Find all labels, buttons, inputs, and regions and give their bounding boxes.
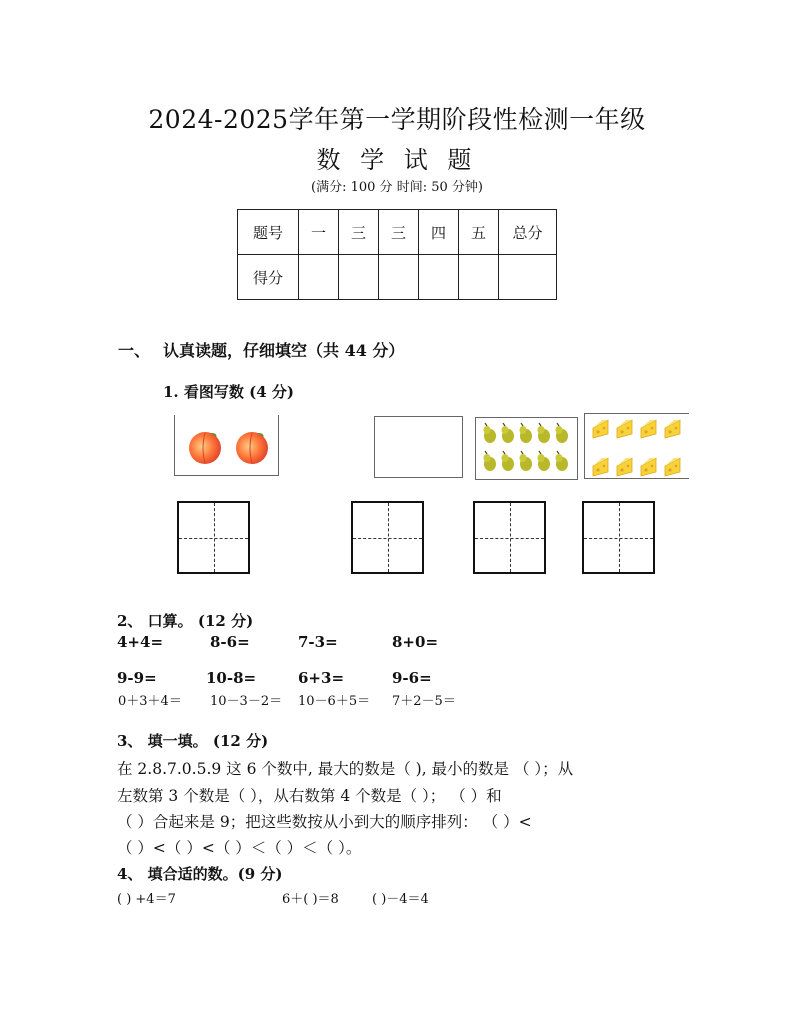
pear-icon	[476, 418, 577, 479]
score-table-header-row	[238, 210, 557, 255]
score-header-cell: 总分	[499, 210, 557, 255]
pear-icon	[538, 423, 551, 443]
question1-heading: 1. 看图写数 (4 分)	[163, 383, 294, 401]
score-header-cell: 题号	[238, 210, 299, 255]
calc-item: 7＋2－5＝	[392, 694, 456, 709]
question4-heading: 4、 填合适的数。(9 分)	[117, 865, 283, 883]
calc-item: 10－6＋5＝	[298, 694, 371, 709]
cheese-icon	[665, 458, 680, 476]
calc-item: 8-6=	[210, 633, 250, 651]
exam-subtitle: 数 学 试 题	[316, 146, 478, 174]
calc-item: 8+0=	[392, 633, 439, 651]
score-header-cell: 三	[379, 210, 419, 255]
cheese-icon	[665, 420, 680, 438]
pear-icon	[502, 423, 515, 443]
writing-grid[interactable]	[582, 501, 655, 574]
pear-icon	[538, 451, 551, 471]
score-cell[interactable]	[459, 255, 499, 300]
pear-icon	[556, 423, 569, 443]
picture-box-empty	[374, 416, 463, 478]
score-header-cell: 三	[339, 210, 379, 255]
cheese-icon	[593, 420, 608, 438]
score-header-cell: 五	[459, 210, 499, 255]
writing-grid[interactable]	[473, 501, 546, 574]
score-cell[interactable]	[339, 255, 379, 300]
question3-line: （ ）合起来是 9；把这些数按从小到大的顺序排列： （ ）<	[117, 813, 532, 831]
score-table-score-row	[238, 255, 557, 300]
part1-number: 一、	[118, 341, 151, 360]
fill-item: 6＋( )＝8	[282, 892, 339, 907]
score-cell[interactable]	[499, 255, 557, 300]
score-label-cell: 得分	[238, 255, 299, 300]
picture-box-peaches	[174, 415, 279, 476]
writing-grid[interactable]	[351, 501, 424, 574]
picture-box-pears	[475, 417, 578, 480]
pear-icon	[484, 451, 497, 471]
exam-info: (满分: 100 分 时间: 50 分钟)	[311, 180, 483, 195]
exam-title: 2024-2025学年第一学期阶段性检测一年级	[148, 105, 646, 134]
calc-item: 7-3=	[298, 633, 338, 651]
calc-item: 6+3=	[298, 669, 345, 687]
cheese-icon	[617, 458, 632, 476]
pear-icon	[520, 423, 533, 443]
calc-item: 10-8=	[206, 669, 257, 687]
fill-item: ( ) +4＝7	[117, 892, 176, 907]
question3-line: 在 2.8.7.0.5.9 这 6 个数中, 最大的数是（ ), 最小的数是 （ ）；从	[117, 760, 574, 778]
fill-item: ( )－4＝4	[372, 892, 429, 907]
score-cell[interactable]	[419, 255, 459, 300]
cheese-icon	[617, 420, 632, 438]
question2-heading: 2、 口算。 (12 分)	[117, 612, 254, 630]
peach-icon	[175, 415, 278, 475]
writing-grid[interactable]	[177, 501, 250, 574]
calc-item: 9-6=	[392, 669, 432, 687]
part1-heading: 认真读题，仔细填空（共 44 分）	[163, 341, 405, 360]
score-cell[interactable]	[299, 255, 339, 300]
cheese-icon	[641, 420, 656, 438]
cheese-icon	[593, 458, 608, 476]
calc-item: 9-9=	[117, 669, 157, 687]
pear-icon	[502, 451, 515, 471]
calc-item: 10－3－2＝	[210, 694, 283, 709]
pear-icon	[484, 423, 497, 443]
score-cell[interactable]	[379, 255, 419, 300]
score-header-cell: 一	[299, 210, 339, 255]
cheese-icon	[585, 414, 689, 478]
calc-item: 0＋3＋4＝	[118, 694, 182, 709]
score-table	[237, 209, 557, 300]
score-header-cell: 四	[419, 210, 459, 255]
pear-icon	[520, 451, 533, 471]
question3-heading: 3、 填一填。 (12 分)	[117, 732, 269, 750]
question3-line: （ ）<（ ）<（ ）＜（ ）＜（ ）。	[117, 839, 362, 857]
pear-icon	[556, 451, 569, 471]
calc-item: 4+4=	[117, 633, 164, 651]
picture-box-cheese	[584, 413, 689, 479]
question3-line: 左数第 3 个数是（ ），从右数第 4 个数是（ ）； （ ）和	[117, 787, 502, 805]
cheese-icon	[641, 458, 656, 476]
